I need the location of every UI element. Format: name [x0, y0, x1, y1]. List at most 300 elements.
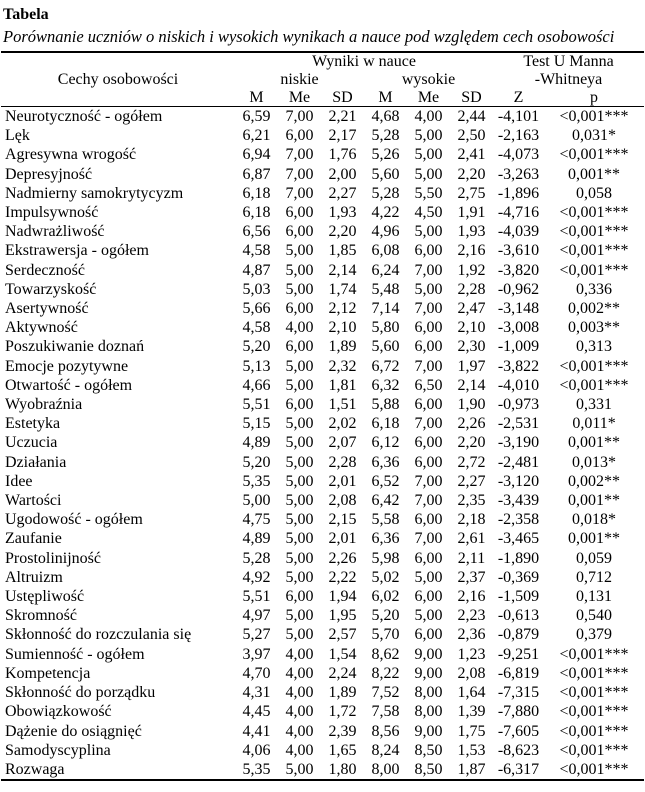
value-cell: 2,61	[457, 530, 486, 548]
value-cell: 0,001**	[568, 492, 621, 510]
value-cell: 2,57	[328, 626, 357, 644]
value-cell: 5,00	[285, 607, 314, 625]
value-cell: 4,00	[285, 684, 314, 702]
value-cell: 6,42	[371, 492, 400, 510]
col-header-m-high: M	[364, 89, 407, 107]
value-cell: 2,28	[457, 280, 486, 298]
value-cell: 7,00	[414, 472, 443, 490]
value-cell: 6,00	[285, 127, 314, 145]
table-row	[1, 741, 644, 760]
value-cell: 5,66	[242, 300, 271, 318]
col-header-me-high: Me	[407, 89, 450, 107]
value-cell: 2,20	[328, 223, 357, 241]
value-cell: 5,27	[242, 626, 271, 644]
value-cell: 5,35	[242, 472, 271, 490]
table-header	[1, 52, 644, 107]
value-cell: 2,44	[457, 108, 486, 125]
table-row	[1, 664, 644, 683]
value-cell: 5,28	[371, 127, 400, 145]
value-cell: 5,00	[285, 280, 314, 298]
value-cell: 0,013*	[572, 453, 617, 471]
value-cell: 5,20	[371, 607, 400, 625]
value-cell: 6,18	[371, 415, 400, 433]
value-cell: 6,00	[414, 549, 443, 567]
value-cell: -0,879	[497, 626, 540, 644]
value-cell: 2,26	[457, 415, 486, 433]
value-cell: 0,002**	[568, 472, 621, 490]
value-cell: 6,50	[414, 376, 443, 394]
value-cell: 4,22	[371, 204, 400, 222]
value-cell: 6,59	[242, 108, 271, 125]
value-cell: <0,001***	[559, 204, 629, 222]
value-cell: -0,973	[497, 396, 540, 414]
value-cell: 2,36	[457, 626, 486, 644]
value-cell: 5,60	[371, 165, 400, 183]
value-cell: 7,00	[285, 184, 314, 202]
trait-cell: Ekstrawersja - ogółem	[5, 242, 149, 260]
value-cell: 5,51	[242, 396, 271, 414]
value-cell: 0,540	[576, 607, 613, 625]
value-cell: <0,001***	[559, 146, 629, 164]
value-cell: -3,439	[497, 492, 540, 510]
value-cell: <0,001***	[559, 645, 629, 663]
value-cell: -0,369	[497, 568, 540, 586]
header-row-subgroups	[1, 71, 644, 89]
value-cell: 1,76	[328, 146, 357, 164]
table-row	[1, 241, 644, 260]
value-cell: <0,001***	[559, 376, 629, 394]
value-cell: 6,87	[242, 165, 271, 183]
table-row	[1, 549, 644, 568]
value-cell: -1,896	[497, 184, 540, 202]
value-cell: 5,26	[371, 146, 400, 164]
value-cell: 8,00	[414, 684, 443, 702]
trait-cell: Wartości	[5, 492, 62, 510]
value-cell: 5,98	[371, 549, 400, 567]
value-cell: 2,18	[457, 511, 486, 529]
high-group-header: wysokie	[401, 71, 456, 88]
value-cell: 2,30	[457, 338, 486, 356]
trait-cell: Agresywna wrogość	[5, 146, 137, 164]
value-cell: 2,01	[328, 530, 357, 548]
value-cell: 5,70	[371, 626, 400, 644]
value-cell: 1,92	[457, 261, 486, 279]
value-cell: 7,00	[285, 146, 314, 164]
value-cell: 5,80	[371, 319, 400, 337]
value-cell: -4,101	[497, 108, 540, 125]
value-cell: 2,23	[457, 607, 486, 625]
value-cell: 6,18	[242, 204, 271, 222]
value-cell: 4,92	[242, 568, 271, 586]
trait-cell: Altruizm	[5, 568, 63, 586]
value-cell: 1,74	[328, 280, 357, 298]
value-cell: <0,001***	[559, 741, 629, 759]
value-cell: -0,613	[497, 607, 540, 625]
value-cell: 1,90	[457, 396, 486, 414]
value-cell: 5,28	[242, 549, 271, 567]
trait-cell: Zaufanie	[5, 530, 62, 548]
value-cell: 2,15	[328, 511, 357, 529]
value-cell: 4,45	[242, 703, 271, 721]
value-cell: -2,531	[497, 415, 540, 433]
value-cell: 4,68	[371, 108, 400, 125]
table-row	[1, 203, 644, 222]
value-cell: -4,073	[497, 146, 540, 164]
value-cell: 7,00	[414, 357, 443, 375]
value-cell: 2,16	[457, 242, 486, 260]
table-body	[1, 107, 644, 781]
trait-cell: Wyobraźnia	[5, 396, 83, 414]
value-cell: -3,820	[497, 261, 540, 279]
trait-cell: Depresyjność	[5, 165, 93, 183]
table-row	[1, 376, 644, 395]
value-cell: 8,50	[414, 741, 443, 759]
value-cell: 6,21	[242, 127, 271, 145]
value-cell: 6,00	[414, 338, 443, 356]
table-row	[1, 510, 644, 529]
value-cell: 1,23	[457, 645, 486, 663]
value-cell: 5,60	[371, 338, 400, 356]
value-cell: 1,64	[457, 684, 486, 702]
value-cell: 4,06	[242, 741, 271, 759]
value-cell: -2,481	[497, 453, 540, 471]
trait-cell: Impulsywność	[5, 204, 99, 222]
value-cell: -4,039	[497, 223, 540, 241]
trait-cell: Asertywność	[5, 300, 89, 318]
value-cell: 1,53	[457, 741, 486, 759]
value-cell: 6,00	[414, 511, 443, 529]
value-cell: 5,00	[285, 511, 314, 529]
value-cell: 4,41	[242, 722, 271, 740]
table-row	[1, 261, 644, 280]
trait-cell: Prostolinijność	[5, 549, 102, 567]
table-row	[1, 395, 644, 414]
value-cell: 2,11	[457, 549, 486, 567]
value-cell: 1,89	[328, 684, 357, 702]
value-cell: 2,75	[457, 184, 486, 202]
table-row	[1, 222, 644, 241]
value-cell: 2,08	[328, 492, 357, 510]
trait-cell: Uczucia	[5, 434, 58, 452]
value-cell: 5,13	[242, 357, 271, 375]
table-row	[1, 529, 644, 548]
value-cell: 6,00	[414, 453, 443, 471]
table-row	[1, 453, 644, 472]
value-cell: 5,00	[285, 549, 314, 567]
value-cell: -7,315	[497, 684, 540, 702]
value-cell: 4,66	[242, 376, 271, 394]
trait-cell: Towarzyskość	[5, 280, 97, 298]
value-cell: 4,00	[285, 703, 314, 721]
value-cell: 6,56	[242, 223, 271, 241]
value-cell: 6,00	[285, 223, 314, 241]
value-cell: 8,56	[371, 722, 400, 740]
value-cell: 1,51	[328, 396, 357, 414]
empty-header-cell	[1, 89, 235, 107]
value-cell: <0,001***	[559, 684, 629, 702]
value-cell: 5,00	[414, 165, 443, 183]
value-cell: -3,190	[497, 434, 540, 452]
value-cell: 1,80	[328, 760, 357, 778]
value-cell: 1,39	[457, 703, 486, 721]
value-cell: 5,00	[414, 127, 443, 145]
value-cell: 5,00	[285, 453, 314, 471]
value-cell: <0,001***	[559, 223, 629, 241]
value-cell: -1,009	[497, 338, 540, 356]
col-header-me-low: Me	[278, 89, 321, 107]
trait-cell: Nadwrażliwość	[5, 223, 105, 241]
value-cell: 7,14	[371, 300, 400, 318]
value-cell: 5,20	[242, 338, 271, 356]
value-cell: -9,251	[497, 645, 540, 663]
value-cell: 7,52	[371, 684, 400, 702]
value-cell: 2,35	[457, 492, 486, 510]
col-header-p: p	[544, 89, 644, 107]
value-cell: 5,00	[285, 568, 314, 586]
value-cell: 5,88	[371, 396, 400, 414]
table-row	[1, 645, 644, 664]
col-header-z: Z	[493, 89, 544, 107]
value-cell: 1,85	[328, 242, 357, 260]
table-row	[1, 587, 644, 606]
value-cell: 5,00	[285, 472, 314, 490]
value-cell: 8,62	[371, 645, 400, 663]
value-cell: 1,94	[328, 588, 357, 606]
trait-cell: Ustępliwość	[5, 588, 85, 606]
value-cell: 5,50	[414, 184, 443, 202]
value-cell: -3,008	[497, 319, 540, 337]
table-row	[1, 145, 644, 164]
trait-cell: Nadmierny samokrytycyzm	[5, 184, 184, 202]
value-cell: 2,00	[328, 165, 357, 183]
value-cell: -8,623	[497, 741, 540, 759]
value-cell: 6,00	[414, 626, 443, 644]
value-cell: 9,00	[414, 722, 443, 740]
value-cell: 0,001**	[568, 165, 621, 183]
value-cell: -3,120	[497, 472, 540, 490]
value-cell: 6,36	[371, 530, 400, 548]
value-cell: 1,65	[328, 741, 357, 759]
value-cell: 2,21	[328, 108, 357, 125]
value-cell: 4,89	[242, 434, 271, 452]
value-cell: 6,00	[414, 396, 443, 414]
value-cell: <0,001***	[559, 357, 629, 375]
value-cell: 6,24	[371, 261, 400, 279]
value-cell: 6,32	[371, 376, 400, 394]
value-cell: 9,00	[414, 645, 443, 663]
trait-cell: Estetyka	[5, 415, 61, 433]
trait-cell: Działania	[5, 453, 67, 471]
value-cell: 8,22	[371, 664, 400, 682]
value-cell: 1,93	[328, 204, 357, 222]
trait-cell: Obowiązkowość	[5, 703, 112, 721]
value-cell: 0,336	[576, 280, 613, 298]
value-cell: 5,00	[242, 492, 271, 510]
trait-cell: Serdeczność	[5, 261, 85, 279]
value-cell: 6,00	[285, 338, 314, 356]
value-cell: 8,50	[414, 760, 443, 778]
value-cell: -3,263	[497, 165, 540, 183]
value-cell: 5,00	[285, 760, 314, 778]
value-cell: 7,00	[414, 300, 443, 318]
value-cell: 0,001**	[568, 434, 621, 452]
traits-column-header: Cechy osobowości	[57, 71, 179, 88]
value-cell: 2,14	[328, 261, 357, 279]
value-cell: 4,58	[242, 242, 271, 260]
value-cell: 7,00	[285, 108, 314, 125]
value-cell: 0,002**	[568, 300, 621, 318]
value-cell: 1,75	[457, 722, 486, 740]
col-header-m-low: M	[235, 89, 278, 107]
value-cell: 0,059	[576, 549, 613, 567]
value-cell: 6,00	[285, 300, 314, 318]
value-cell: 6,72	[371, 357, 400, 375]
value-cell: 5,00	[285, 626, 314, 644]
value-cell: 5,28	[371, 184, 400, 202]
table-row	[1, 760, 644, 780]
value-cell: 2,72	[457, 453, 486, 471]
value-cell: 5,15	[242, 415, 271, 433]
value-cell: 6,00	[285, 204, 314, 222]
value-cell: 7,00	[285, 165, 314, 183]
value-cell: 4,00	[285, 722, 314, 740]
value-cell: 4,89	[242, 530, 271, 548]
value-cell: 1,91	[457, 204, 486, 222]
low-group-header: niskie	[280, 71, 319, 88]
value-cell: 2,12	[328, 300, 357, 318]
value-cell: 0,031*	[572, 127, 617, 145]
value-cell: -3,822	[497, 357, 540, 375]
value-cell: -2,358	[497, 511, 540, 529]
table-row	[1, 337, 644, 356]
table-row	[1, 683, 644, 702]
table-row	[1, 472, 644, 491]
value-cell: <0,001***	[559, 108, 629, 125]
table-row	[1, 568, 644, 587]
trait-cell: Skłonność do rozczulania się	[5, 626, 192, 644]
value-cell: 2,16	[457, 588, 486, 606]
value-cell: 2,08	[457, 664, 486, 682]
value-cell: 4,96	[371, 223, 400, 241]
value-cell: 5,00	[414, 223, 443, 241]
value-cell: 6,00	[285, 396, 314, 414]
test-group-header-line2: -Whitneya	[534, 71, 603, 88]
value-cell: 5,00	[285, 376, 314, 394]
value-cell: <0,001***	[559, 261, 629, 279]
value-cell: 4,00	[285, 741, 314, 759]
value-cell: 2,50	[457, 127, 486, 145]
value-cell: 4,75	[242, 511, 271, 529]
value-cell: 1,81	[328, 376, 357, 394]
col-header-sd-high: SD	[450, 89, 493, 107]
table-row	[1, 318, 644, 337]
trait-cell: Samodyscyplina	[5, 741, 111, 759]
value-cell: 4,70	[242, 664, 271, 682]
value-cell: 0,379	[576, 626, 613, 644]
value-cell: 6,00	[414, 588, 443, 606]
value-cell: 4,00	[285, 319, 314, 337]
table-row	[1, 280, 644, 299]
table-row	[1, 357, 644, 376]
trait-cell: Emocje pozytywne	[5, 357, 129, 375]
trait-cell: Kompetencja	[5, 664, 91, 682]
value-cell: 5,00	[285, 434, 314, 452]
value-cell: 6,00	[414, 242, 443, 260]
value-cell: -0,962	[497, 280, 540, 298]
statistics-table	[1, 51, 644, 781]
value-cell: 6,94	[242, 146, 271, 164]
header-row-groups	[1, 52, 644, 71]
header-row-columns	[1, 89, 644, 107]
table-row	[1, 625, 644, 644]
value-cell: 5,00	[414, 280, 443, 298]
value-cell: 0,003**	[568, 319, 621, 337]
value-cell: <0,001***	[559, 703, 629, 721]
value-cell: 5,03	[242, 280, 271, 298]
value-cell: 5,00	[285, 242, 314, 260]
value-cell: -1,890	[497, 549, 540, 567]
table-row	[1, 702, 644, 721]
value-cell: 5,35	[242, 760, 271, 778]
trait-cell: Neurotyczność - ogółem	[5, 108, 163, 125]
value-cell: 0,313	[576, 338, 613, 356]
value-cell: 0,331	[576, 396, 613, 414]
value-cell: 1,87	[457, 760, 486, 778]
test-group-header-line1: Test U Manna	[523, 53, 614, 70]
value-cell: 6,52	[371, 472, 400, 490]
table-row	[1, 165, 644, 184]
value-cell: 6,12	[371, 434, 400, 452]
value-cell: 4,00	[414, 108, 443, 125]
value-cell: 1,89	[328, 338, 357, 356]
table-caption: Porównanie uczniów o niskich i wysokich wynikach a nauce pod względem cech osobowości	[3, 27, 615, 46]
value-cell: 6,00	[285, 588, 314, 606]
table-row	[1, 433, 644, 452]
value-cell: 7,00	[414, 415, 443, 433]
table-label: Tabela	[3, 6, 49, 23]
value-cell: -3,610	[497, 242, 540, 260]
value-cell: 2,10	[457, 319, 486, 337]
trait-cell: Ugodowość - ogółem	[5, 511, 143, 529]
value-cell: 2,28	[328, 453, 357, 471]
value-cell: 6,36	[371, 453, 400, 471]
value-cell: <0,001***	[559, 242, 629, 260]
table-row	[1, 184, 644, 203]
value-cell: 5,48	[371, 280, 400, 298]
value-cell: -6,819	[497, 664, 540, 682]
value-cell: 4,87	[242, 261, 271, 279]
trait-cell: Rozwaga	[5, 760, 65, 778]
value-cell: 1,93	[457, 223, 486, 241]
value-cell: 5,00	[414, 146, 443, 164]
table-row	[1, 722, 644, 741]
value-cell: <0,001***	[559, 760, 629, 778]
value-cell: 7,00	[414, 492, 443, 510]
value-cell: 5,51	[242, 588, 271, 606]
trait-cell: Skłonność do porządku	[5, 684, 156, 702]
value-cell: 1,54	[328, 645, 357, 663]
value-cell: 0,011*	[572, 415, 616, 433]
value-cell: 5,00	[285, 357, 314, 375]
trait-cell: Dążenie do osiągnięć	[5, 722, 142, 740]
value-cell: 3,97	[242, 645, 271, 663]
value-cell: 1,97	[457, 357, 486, 375]
value-cell: 6,18	[242, 184, 271, 202]
value-cell: 7,00	[414, 261, 443, 279]
value-cell: 2,07	[328, 434, 357, 452]
value-cell: 2,17	[328, 127, 357, 145]
value-cell: 2,27	[328, 184, 357, 202]
